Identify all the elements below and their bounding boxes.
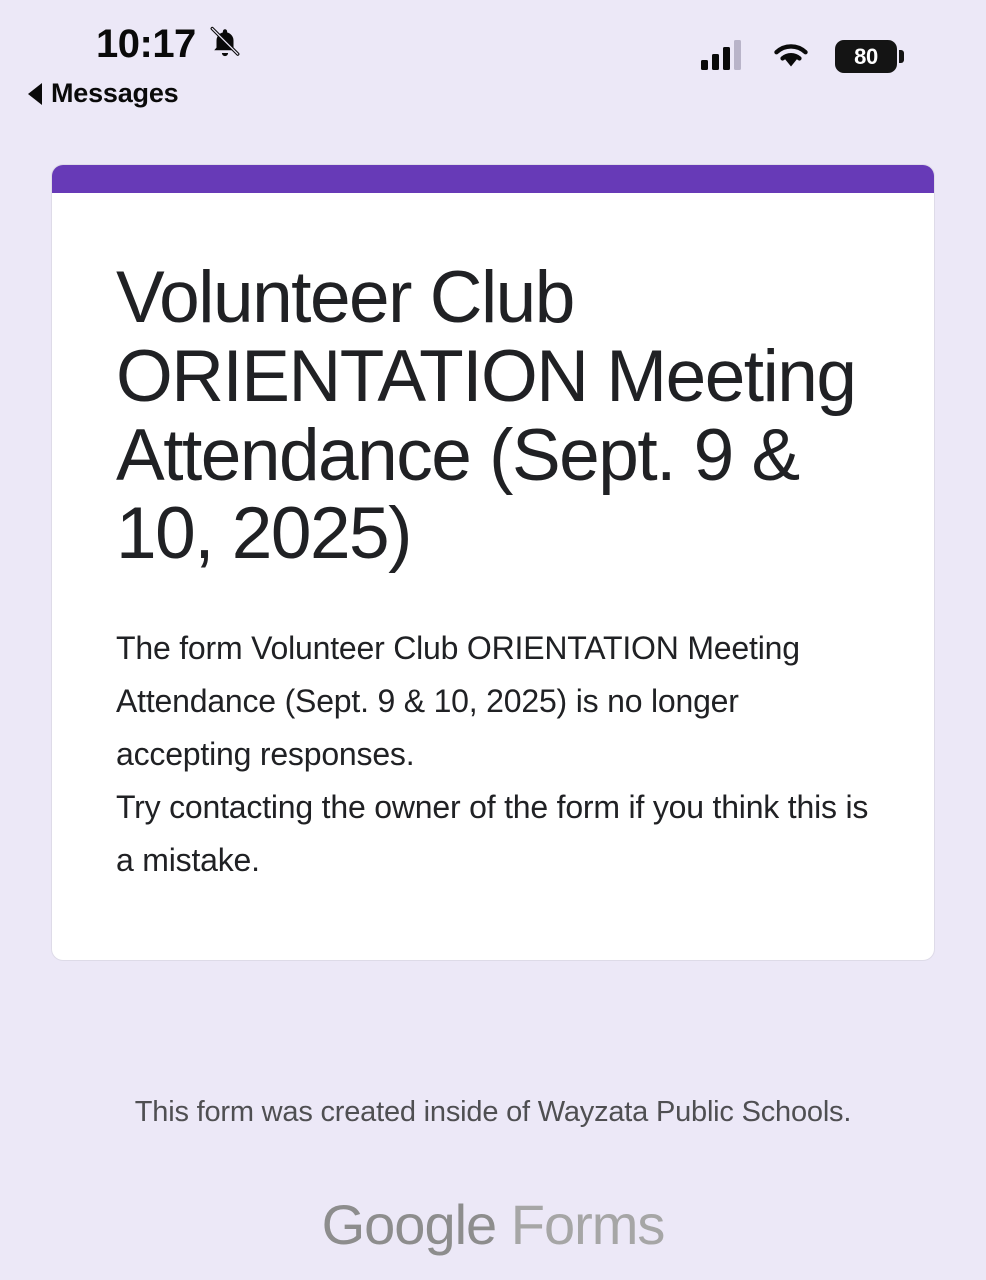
message-line-1: The form Volunteer Club ORIENTATION Meeting Attendance (Sept. 9 & 10, 2025) is no longer accepting responses. [116, 630, 800, 772]
status-bar-left [96, 22, 242, 67]
battery-cap-icon [899, 50, 904, 63]
status-bar [0, 0, 986, 108]
back-triangle-icon [28, 83, 42, 105]
form-card [51, 164, 935, 961]
form-title: Volunteer Club ORIENTATION Meeting Attendance (Sept. 9 & 10, 2025) [116, 257, 856, 575]
back-label: Messages [51, 78, 179, 108]
form-accent-bar [52, 165, 934, 193]
google-forms-brand [0, 1192, 986, 1257]
form-closed-message [116, 622, 876, 886]
created-inside-note: This form was created inside of Wayzata Public Schools. [134, 1096, 852, 1128]
battery-indicator [835, 40, 904, 73]
bell-off-icon [208, 25, 242, 64]
message-line-2: Try contacting the owner of the form if you think this is a mistake. [116, 788, 869, 878]
signal-bars-icon [701, 38, 747, 75]
back-to-messages-button[interactable] [28, 78, 178, 109]
clock: 10:17 [96, 22, 196, 66]
form-card-body [52, 193, 934, 960]
brand-forms: Forms [510, 1193, 665, 1256]
brand-google: Google [321, 1193, 497, 1256]
status-bar-right [701, 38, 904, 75]
battery-level: 80 [835, 40, 897, 73]
wifi-icon [769, 38, 813, 75]
